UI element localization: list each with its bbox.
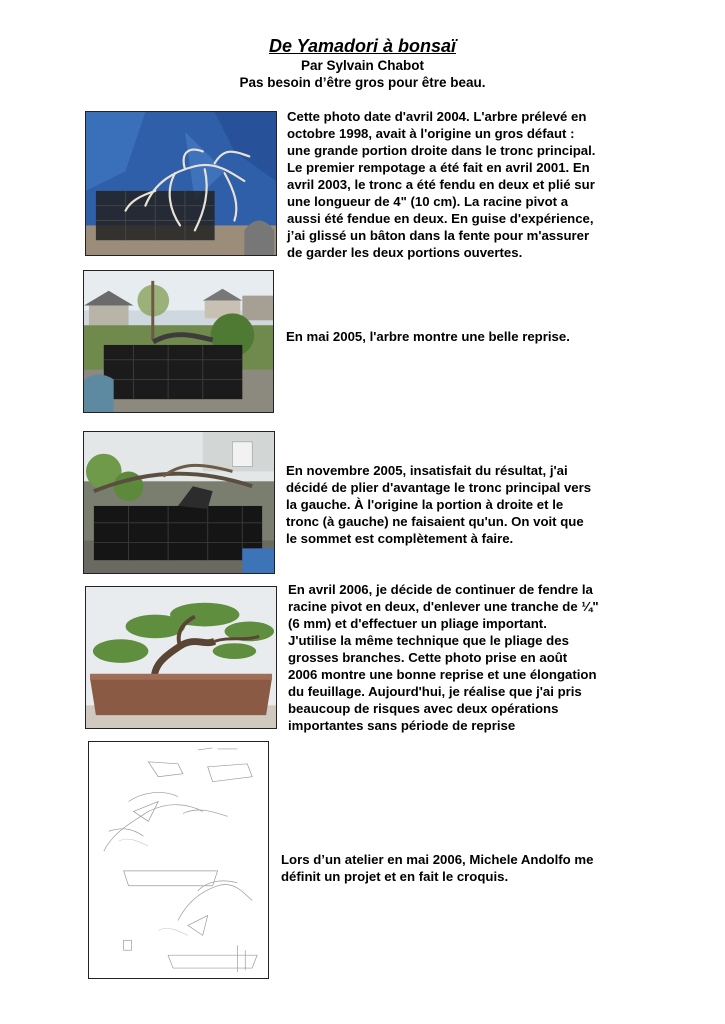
section-5-text: Lors d’un atelier en mai 2006, Michele Andolfo me définit un projet et en fait le croquis. [281,852,594,884]
photo-april-2004 [85,111,277,256]
page-title: De Yamadori à bonsaï [268,36,457,56]
sketch-may-2006 [88,741,269,979]
motto-line: Pas besoin d’être gros pour être beau. [239,75,486,90]
photo-august-2006 [85,586,277,729]
photo-november-2005 [83,431,275,574]
photo-may-2005 [83,270,274,413]
section-1-text: Cette photo date d'avril 2004. L'arbre prélevé en octobre 1998, avait à l'origine un gros défaut : une grande portion droite dans le tronc principal. Le premier rempotage a été fait en avril 2001. En avril 2003, le tronc a été fendu en deux et plié sur une longueur de 4" (10 cm). La racine pivot a aussi été fendue en deux. En guise d'expérience, j’ai glissé un bâton dans la fente pour m'assurer de garder les deux portions ouvertes. [287,109,596,260]
section-2-text: En mai 2005, l'arbre montre une belle reprise. [286,329,570,344]
section-3-text: En novembre 2005, insatisfait du résultat, j'ai décidé de plier d'avantage le tronc principal vers la gauche. À l'origine la portion à droite et le tronc (à gauche) ne faisaient qu'un. On voit que le sommet est complètement à faire. [286,463,592,546]
author-line: Par Sylvain Chabot [300,58,425,73]
section-4-text: En avril 2006, je décide de continuer de fendre la racine pivot en deux, d'enlever une tranche de ¼" (6 mm) et d'effectuer un pliage important. J'utilise la même technique que le pliage des grosses branches. Cette photo prise en août 2006 montre une bonne reprise et une élongation du feuillage. Aujourd'hui, je réalise que j'ai pris beaucoup de risques avec deux opérations importantes sans période de reprise [288,582,599,733]
